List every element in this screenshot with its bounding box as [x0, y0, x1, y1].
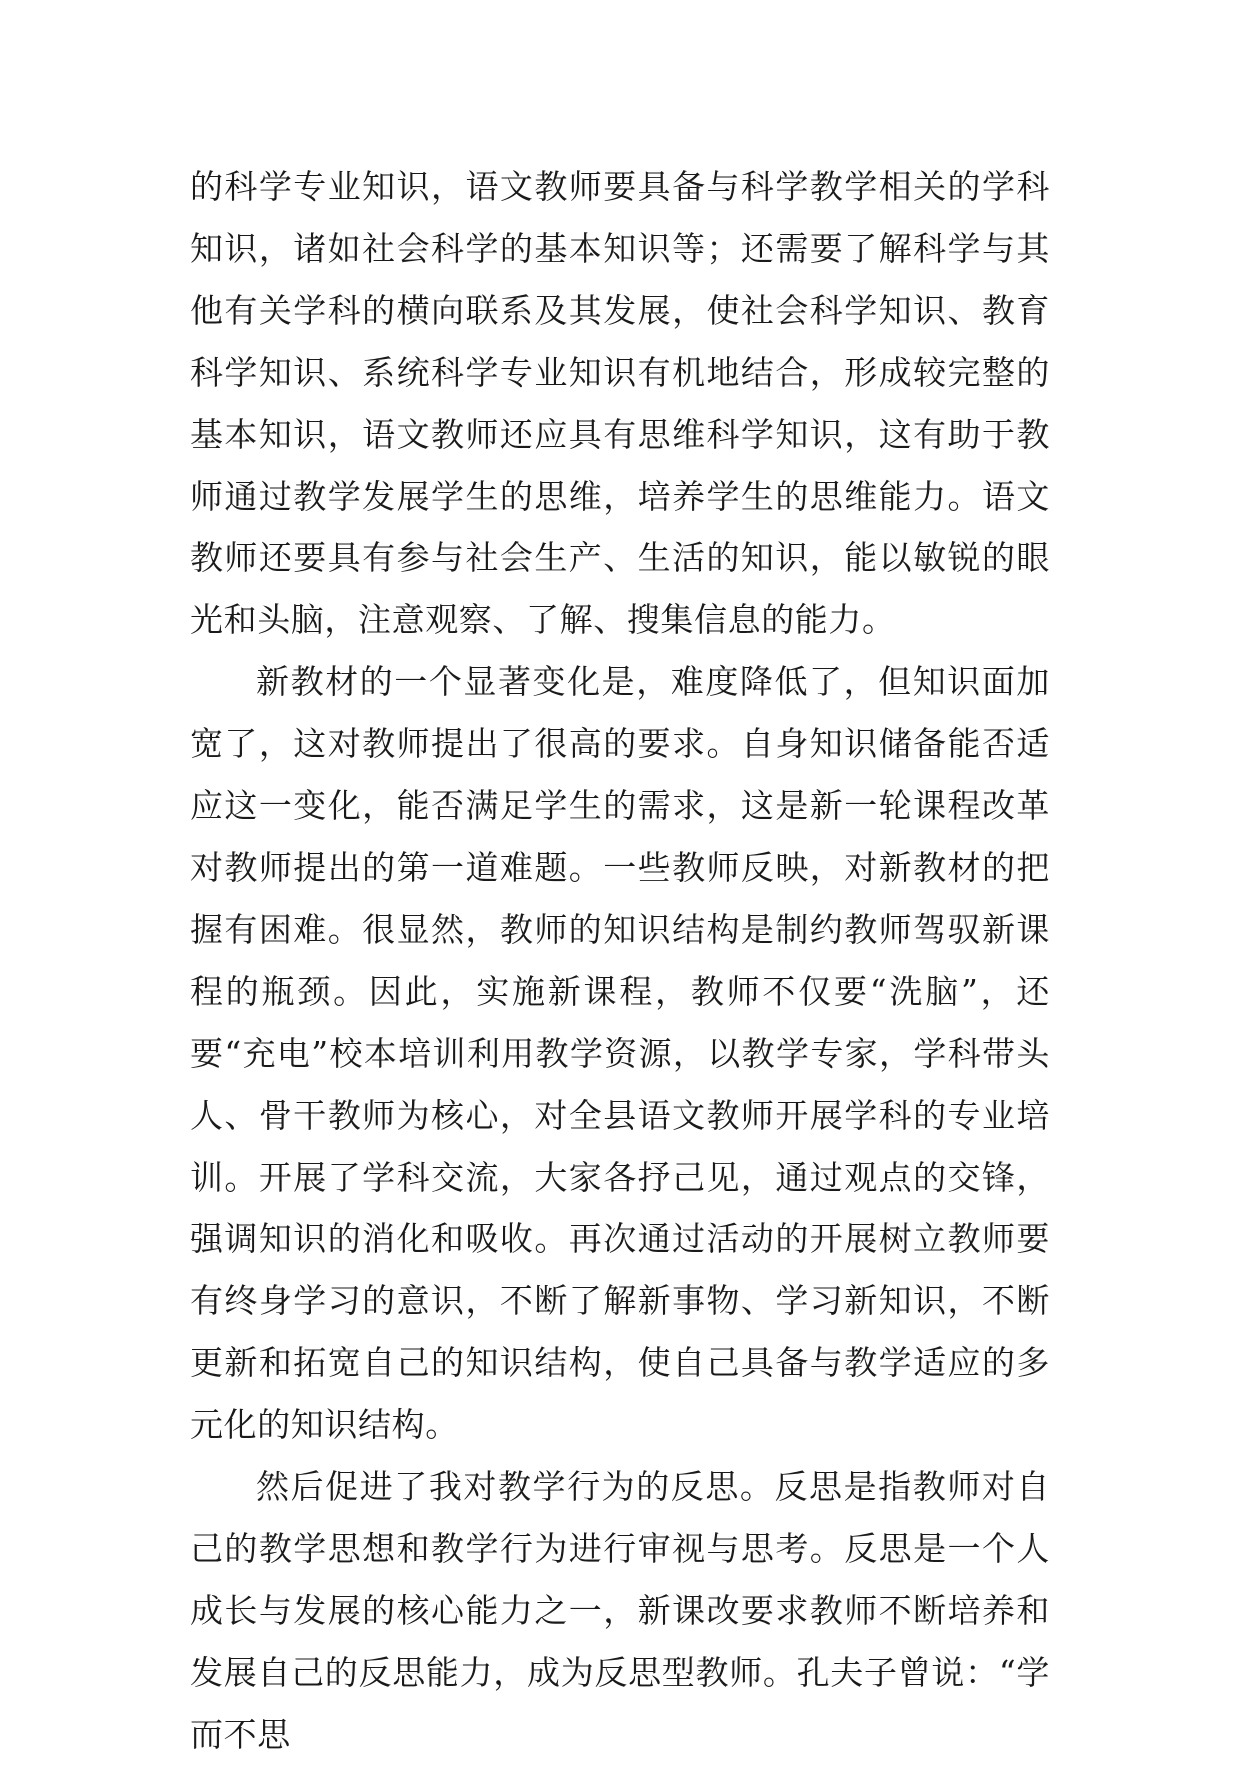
paragraph-3: 然后促进了我对教学行为的反思。反思是指教师对自己的教学思想和教学行为进行审视与思考。反思是一个人成长与发展的核心能力之一，新课改要求教师不断培养和发展自己的反思能力，成为反思型教师。孔夫子曾说：“学而不思	[190, 1467, 1050, 1754]
body-text	[190, 156, 1050, 1766]
paragraph-2: 新教材的一个显著变化是，难度降低了，但知识面加宽了，这对教师提出了很高的要求。自身知识储备能否适应这一变化，能否满足学生的需求，这是新一轮课程改革对教师提出的第一道难题。一些教师反映，对新教材的把握有困难。很显然，教师的知识结构是制约教师驾驭新课程的瓶颈。因此，实施新课程，教师不仅要“洗脑”，还要“充电”校本培训利用教学资源，以教学专家，学科带头人、骨干教师为核心，对全县语文教师开展学科的专业培训。开展了学科交流，大家各抒己见，通过观点的交锋，强调知识的消化和吸收。再次通过活动的开展树立教师要有终身学习的意识，不断了解新事物、学习新知识，不断更新和拓宽自己的知识结构，使自己具备与教学适应的多元化的知识结构。	[190, 662, 1050, 1445]
paragraph-1: 的科学专业知识，语文教师要具备与科学教学相关的学科知识，诸如社会科学的基本知识等；还需要了解科学与其他有关学科的横向联系及其发展，使社会科学知识、教育科学知识、系统科学专业知识有机地结合，形成较完整的基本知识，语文教师还应具有思维科学知识，这有助于教师通过教学发展学生的思维，培养学生的思维能力。语文教师还要具有参与社会生产、生活的知识，能以敏锐的眼光和头脑，注意观察、了解、搜集信息的能力。	[190, 167, 1050, 640]
